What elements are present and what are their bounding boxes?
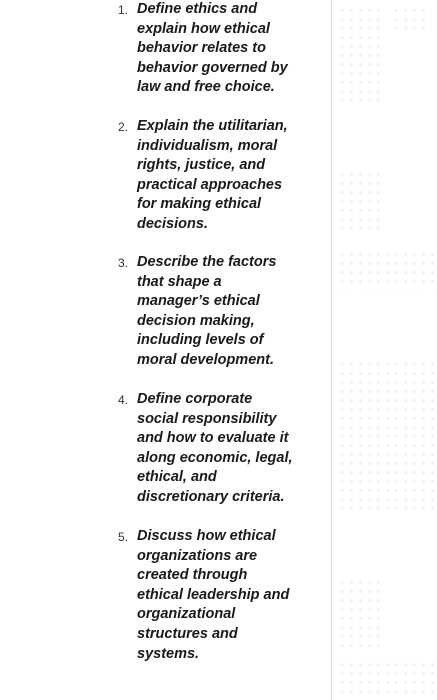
objective-line: Define corporate	[137, 391, 253, 407]
decorative-side-panel	[332, 0, 437, 700]
objective-line: discretionary criteria.	[137, 488, 285, 505]
dot-pattern	[338, 660, 434, 696]
objective-line: decision making,	[137, 312, 255, 329]
objective-number: 4.	[118, 393, 129, 407]
objective-number: 2.	[118, 120, 129, 134]
objective-line: for making ethical	[137, 196, 262, 213]
dot-pattern	[338, 6, 386, 102]
dot-pattern	[392, 6, 432, 36]
objective-line: behavior relates to	[137, 40, 266, 57]
objective-line: moral development.	[137, 351, 274, 368]
dot-pattern	[338, 250, 434, 290]
objective-line: law and free choice.	[137, 79, 275, 96]
objective-text	[137, 527, 317, 664]
objective-text	[137, 117, 317, 235]
objective-number: 3.	[118, 256, 129, 270]
objective-number: 1.	[118, 3, 129, 17]
objective-line: systems.	[137, 645, 200, 662]
objective-line: Explain the utilitarian,	[137, 118, 288, 134]
objective-line: social responsibility	[137, 410, 277, 427]
objective-line: individualism, moral	[137, 137, 278, 154]
objective-line: Define ethics and	[137, 1, 258, 17]
objective-line: decisions.	[137, 215, 208, 232]
objective-line: rights, justice, and	[137, 157, 266, 174]
objective-line: organizations are	[137, 547, 258, 564]
objective-line: manager’s ethical	[137, 293, 260, 310]
objective-text	[137, 0, 317, 98]
objective-line: explain how ethical	[137, 20, 270, 37]
objective-line: organizational	[137, 606, 236, 623]
objective-line: created through	[137, 567, 248, 584]
objective-text	[137, 253, 317, 371]
objective-line: ethical leadership and	[137, 586, 290, 603]
objective-number: 5.	[118, 530, 129, 544]
objective-line: ethical, and	[137, 469, 217, 486]
objective-line: structures and	[137, 625, 238, 642]
objective-line: that shape a	[137, 273, 222, 290]
objective-line: and how to evaluate it	[137, 430, 289, 447]
objective-text	[137, 390, 317, 508]
dot-pattern	[338, 170, 386, 230]
objective-line: Describe the factors	[137, 254, 277, 270]
dot-pattern	[338, 578, 386, 648]
objective-line: practical approaches	[137, 176, 283, 193]
objective-line: along economic, legal,	[137, 449, 293, 466]
dot-pattern	[338, 360, 434, 510]
objective-line: including levels of	[137, 332, 264, 349]
objective-line: behavior governed by	[137, 59, 288, 76]
objective-line: Discuss how ethical	[137, 528, 276, 544]
